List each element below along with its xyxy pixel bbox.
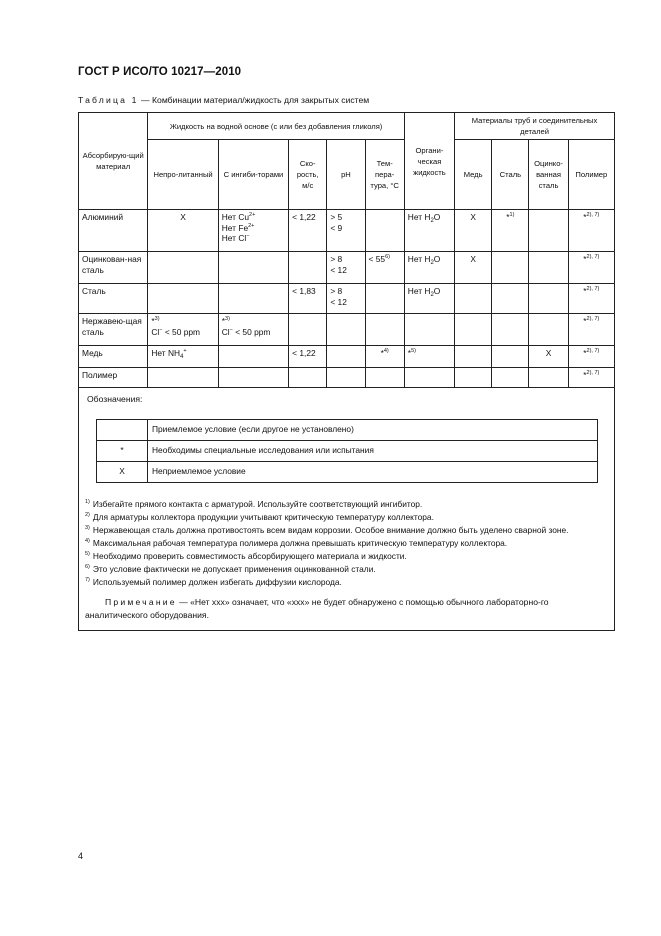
cell: *$^{2), 7)}$ [568,252,614,284]
col-ph: pH [327,140,365,210]
cell: < 1,22 [289,346,327,368]
cell [492,346,529,368]
cell: > 8 < 12 [327,252,365,284]
cell [455,346,492,368]
cell [218,284,288,314]
cell [148,284,218,314]
table-row [79,368,615,388]
legend-text: Неприемлемое условие [148,461,598,482]
cell: *$^{3)}$ Cl− < 50 ppm [148,314,218,346]
footnote: $^{7)}$ Используемый полимер должен избегать диффузии кислорода. [85,576,342,587]
cell [327,368,365,388]
cell [365,210,404,252]
legend-symbol: X [97,461,148,482]
col-group-pipes: Материалы труб и соединительных деталей [455,113,615,140]
cell: > 5 < 9 [327,210,365,252]
footnote: $^{2)}$ Для арматуры коллектора продукции учитывают критическую температуру коллектора. [85,511,434,522]
materials-table [78,112,615,631]
cell: *$^{2), 7)}$ [568,368,614,388]
cell [365,368,404,388]
legend-table [96,419,598,483]
table-caption-text: — Комбинации материал/жидкость для закрытых систем [138,95,370,105]
col-non-inhibited: Непро-литанный [148,140,218,210]
col-galv: Оцинко-ванная сталь [529,140,568,210]
cell [529,314,568,346]
cell: *$^{4)}$ [365,346,404,368]
cell [529,252,568,284]
cell: Нет $NH_4^+$ [148,346,218,368]
note-label: Примечание [105,596,177,607]
col-organic: Органи-ческая жидкость [404,113,454,210]
table-row [79,346,615,368]
cell [455,314,492,346]
cell: *$^{5)}$ [404,346,454,368]
legend-text: Приемлемое условие (если другое не установлено) [148,419,598,440]
legend-text: Необходимы специальные исследования или испытания [148,440,598,461]
cell: Нет $H_2O$ [404,284,454,314]
legend-symbol: * [97,440,148,461]
cell: X [529,346,568,368]
cell: *$^{2), 7)}$ [568,314,614,346]
cell [148,252,218,284]
footnote: $^{3)}$ Нержавеющая сталь должна противостоять всем видам коррозии. Особое внимание должно быть уделено сварной зоне. [85,524,569,535]
cell [404,314,454,346]
cell: Нет $Cu^{2+}$ Нет $Fe^{2+}$ Нет Cl− [218,210,288,252]
footnote: $^{5)}$ Необходимо проверить совместимость абсорбирующего материала и жидкости. [85,550,407,561]
footnotes [85,497,608,588]
cell [455,368,492,388]
row-name: Оцинкован-ная сталь [79,252,148,284]
cell: *$^{2), 7)}$ [568,346,614,368]
col-velocity: Ско-рость, м/с [289,140,327,210]
cell: < $55^{6)}$ [365,252,404,284]
col-polymer: Полимер [568,140,614,210]
notes-cell [79,388,615,631]
cell [148,368,218,388]
notes-row [79,388,615,631]
cell [455,284,492,314]
table-row [79,284,615,314]
row-name: Сталь [79,284,148,314]
col-absorbing: Абсорбирую-щий материал [79,113,148,210]
cell [404,368,454,388]
row-name: Нержавею-щая сталь [79,314,148,346]
cell: > 8 < 12 [327,284,365,314]
document-header: ГОСТ Р ИСО/ТО 10217—2010 [78,66,242,78]
table-row [79,210,615,252]
cell: Нет $H_2O$ [404,252,454,284]
page-number: 4 [78,851,84,861]
cell [365,284,404,314]
cell: *$^{1)}$ [492,210,529,252]
cell [492,252,529,284]
cell [218,368,288,388]
footnote: $^{6)}$ Это условие фактически не допускает применения оцинкованной стали. [85,563,376,574]
table-caption-label: Таблица 1 [78,95,139,105]
cell: < 1,22 [289,210,327,252]
table-note [85,596,608,622]
col-copper: Медь [455,140,492,210]
row-name: Медь [79,346,148,368]
footnote: $^{4)}$ Максимальная рабочая температура полимера должна превышать критическую температуру коллектора. [85,537,508,548]
cell [289,368,327,388]
cell [289,314,327,346]
cell [492,314,529,346]
cell: X [455,252,492,284]
cell [327,346,365,368]
cell: X [455,210,492,252]
footnote: $^{1)}$ Избегайте прямого контакта с арматурой. Используйте соответствующий ингибитор. [85,498,423,509]
cell [529,284,568,314]
cell [529,210,568,252]
cell: X [148,210,218,252]
cell [218,346,288,368]
cell: *$^{2), 7)}$ [568,284,614,314]
table-caption [78,95,369,105]
cell: Нет $H_2O$ [404,210,454,252]
row-name: Алюминий [79,210,148,252]
cell [365,314,404,346]
cell [327,314,365,346]
cell [289,252,327,284]
row-name: Полимер [79,368,148,388]
legend-row [97,440,598,461]
cell [529,368,568,388]
cell: < 1,83 [289,284,327,314]
cell [492,284,529,314]
legend-row [97,419,598,440]
cell: *$^{2), 7)}$ [568,210,614,252]
table-row [79,252,615,284]
table-row [79,314,615,346]
cell [218,252,288,284]
cell [492,368,529,388]
col-steel: Сталь [492,140,529,210]
legend-title: Обозначения: [87,394,143,404]
legend-symbol [97,419,148,440]
legend-row [97,461,598,482]
cell: *$^{3)}$ Cl− < 50 ppm [218,314,288,346]
col-temp: Тем-пера-тура, °С [365,140,404,210]
col-group-water: Жидкость на водной основе (с или без добавления гликоля) [148,113,404,140]
col-with-inhibitors: С ингиби-торами [218,140,288,210]
note-text: — «Нет xxx» означает, что «xxx» не будет обнаружено с помощью обычного лабораторно-го аналитического оборудования. [85,596,549,620]
